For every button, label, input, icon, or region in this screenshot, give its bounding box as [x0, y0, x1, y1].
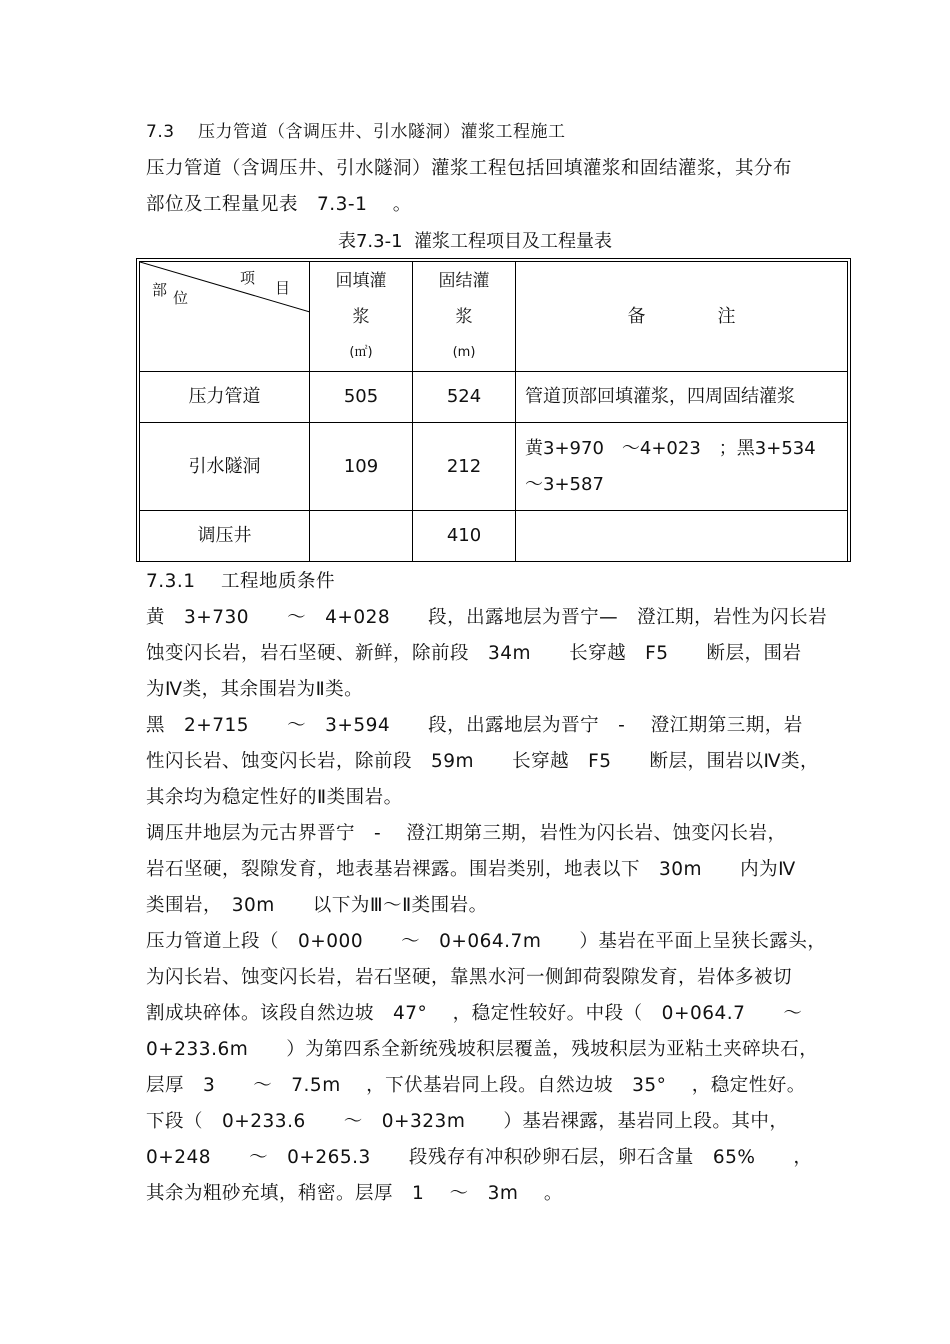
row-part: 引水隧洞 — [140, 423, 310, 511]
body-line: 黄 3+730 ～ 4+028 段，出露地层为晋宁— 澄江期，岩性为闪长岩 — [146, 607, 828, 628]
header-consolidation-line-1: 固结灌 — [438, 270, 490, 291]
header-consolidation-unit: (m) — [452, 344, 476, 360]
corner-header-cell — [140, 262, 310, 372]
header-backfill-line-2: 浆 — [352, 306, 370, 327]
body-line: 下段（ 0+233.6 ～ 0+323m ）基岩裸露，基岩同上段。其中， — [146, 1111, 789, 1132]
body-line: 层厚 3 ～ 7.5m ，下伏基岩同上段。自然边坡 35° ，稳定性好。 — [146, 1075, 806, 1096]
header-consolidation-line-2: 浆 — [455, 306, 473, 327]
body-line: 其余均为稳定性好的Ⅱ类围岩。 — [146, 787, 403, 808]
body-line: 为闪长岩、蚀变闪长岩，岩石坚硬，靠黑水河一侧卸荷裂隙发育，岩体多被切 — [146, 967, 793, 988]
row-part: 调压井 — [140, 511, 310, 562]
header-backfill-unit: (㎡) — [349, 344, 373, 360]
corner-col-label-2: 目 — [275, 279, 291, 297]
table-row — [140, 511, 848, 562]
body-line: 调压井地层为元古界晋宁 - 澄江期第三期，岩性为闪长岩、蚀变闪长岩， — [146, 823, 787, 844]
body-line: 性闪长岩、蚀变闪长岩，除前段 59m 长穿越 F5 断层，围岩以Ⅳ类， — [146, 751, 820, 772]
corner-row-label-1: 部 — [152, 281, 168, 299]
row-remarks-line: 黄3+970 ～4+023 ；黑3+534 — [525, 437, 816, 459]
section-heading-7-3-1: 7.3.1 工程地质条件 — [146, 571, 335, 592]
row-remarks-line: 管道顶部回填灌浆，四周固结灌浆 — [525, 386, 795, 407]
body-line: 0+248 ～ 0+265.3 段残存有冲积砂卵石层，卵石含量 65% ， — [146, 1147, 813, 1168]
intro-line-2: 部位及工程量见表 7.3-1 。 — [146, 194, 412, 215]
table-row — [140, 423, 848, 511]
row-remarks — [516, 511, 848, 562]
row-part: 压力管道 — [140, 372, 310, 423]
row-remarks — [516, 423, 848, 511]
row-consolidation: 212 — [413, 423, 516, 511]
body-line: 压力管道上段（ 0+000 ～ 0+064.7m ）基岩在平面上呈狭长露头， — [146, 931, 827, 952]
body-line: 类围岩， 30m 以下为Ⅲ～Ⅱ类围岩。 — [146, 895, 488, 916]
row-consolidation: 524 — [413, 372, 516, 423]
table-row — [140, 372, 848, 423]
body-line: 0+233.6m ）为第四系全新统残坡积层覆盖，残坡积层为亚粘土夹碎块石， — [146, 1039, 819, 1060]
row-backfill: 505 — [310, 372, 413, 423]
body-line: 岩石坚硬，裂隙发育，地表基岩裸露。围岩类别，地表以下 30m 内为Ⅳ — [146, 859, 796, 880]
body-line: 黑 2+715 ～ 3+594 段，出露地层为晋宁 - 澄江期第三期，岩 — [146, 715, 803, 736]
intro-line-1: 压力管道（含调压井、引水隧洞）灌浆工程包括回填灌浆和固结灌浆，其分布 — [146, 158, 793, 179]
grouting-quantity-table — [136, 258, 851, 562]
row-backfill: 109 — [310, 423, 413, 511]
row-consolidation: 410 — [413, 511, 516, 562]
header-consolidation-grouting — [413, 262, 516, 372]
corner-row-label-2: 位 — [173, 289, 189, 307]
header-backfill-grouting — [310, 262, 413, 372]
section-heading-7-3: 7.3 压力管道（含调压井、引水隧洞）灌浆工程施工 — [146, 122, 566, 142]
header-remarks: 备 注 — [516, 262, 848, 372]
header-backfill-line-1: 回填灌 — [335, 270, 387, 291]
row-remarks-line: ～3+587 — [525, 473, 604, 495]
corner-col-label-1: 项 — [240, 269, 256, 287]
row-remarks — [516, 372, 848, 423]
body-line: 割成块碎体。该段自然边坡 47° ，稳定性较好。中段（ 0+064.7 ～ — [146, 1003, 803, 1024]
table-caption: 表7.3-1 灌浆工程项目及工程量表 — [337, 231, 612, 252]
table-header-row — [140, 262, 848, 372]
body-line: 蚀变闪长岩，岩石坚硬、新鲜，除前段 34m 长穿越 F5 断层，围岩 — [146, 643, 802, 664]
row-backfill — [310, 511, 413, 562]
body-line: 其余为粗砂充填，稍密。层厚 1 ～ 3m 。 — [146, 1183, 563, 1204]
body-line: 为Ⅳ类，其余围岩为Ⅱ类。 — [146, 679, 364, 700]
